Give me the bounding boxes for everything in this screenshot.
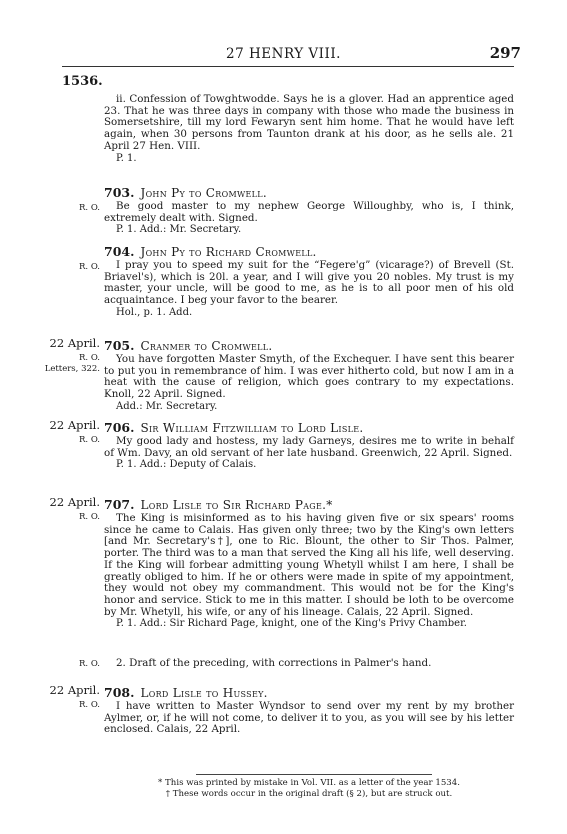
running-head [0,44,567,64]
entry-body: The King is misinformed as to his having given five or six spears' rooms since he came to Calais. Has given only three; two by the King's own letters [and Mr. Secretary's†], one to Ric. Blount, the other to Sir Thos. Palmer, porter. The third was to a man that served the King all his life, well deserving. If the King will forbear admitting young Whetyll whilst I am here, I shall be greatly obliged to him. If he or others were made in spite of my appointment, they would not obey my commandment. This would not be for the King's honor and service. Stick to me in this matter. I should be loth to be overcome by Mr. Whetyll, his wife, or any of his lineage. Calais, 22 April. Signed. [104,512,514,618]
margin-reference: Letters, 322. [44,364,100,374]
entry-number: 704. [104,244,135,259]
page-number: 297 [489,44,521,62]
running-title: 27 HENRY VIII. [226,46,341,62]
entry-title: John Py to Richard Cromwell. [140,245,317,259]
year-marker: 1536. [62,74,103,89]
entry-body: I have written to Master Wyndsor to send over my rent by my brother Aylmer, or, if he will not come, to deliver it to you, as you will see by his letter enclosed. Calais, 22 April. [104,700,514,736]
margin-date: 22 April. [49,418,100,432]
margin-date: 22 April. [49,683,100,697]
draft-note [104,658,514,670]
entry-meta: Hol., p. 1. Add. [116,306,193,318]
entry-number: 708. [104,685,135,700]
entry-title: Lord Lisle to Hussey. [140,686,268,700]
margin-source: R. O. [79,353,100,363]
entry-meta: P. 1. Add.: Deputy of Calais. [116,459,257,471]
margin-source: R. O. [79,203,100,213]
entry-text [104,354,514,413]
entry-meta: P. 1. Add.: Sir Richard Page, knight, one of the King's Privy Chamber. [116,618,467,630]
entry-title: John Py to Cromwell. [140,186,267,200]
entry-number: 707. [104,497,135,512]
margin-source: R. O. [79,700,100,710]
entry-meta: Add.: Mr. Secretary. [116,400,218,412]
footnote-rule [196,774,432,775]
entry-text [104,201,514,236]
entry-text [104,436,514,471]
entry-meta: P. 1. Add.: Mr. Secretary. [116,224,242,236]
margin-source: R. O. [79,512,100,522]
entry-heading [104,497,333,512]
footnote-2: † These words occur in the original draft (§ 2), but are struck out. [165,789,453,799]
entry-title: Cranmer to Cromwell. [140,339,273,353]
entry-body: You have forgotten Master Smyth, of the Exchequer. I have sent this bearer to put you in remembrance of him. I was ever hitherto cold, but now I am in a heat with the cause of religion, which goes contrary to my expectations. Knoll, 22 April. Signed. [104,353,514,401]
continuation-meta: P. 1. [116,152,137,164]
continuation-text [104,94,514,164]
entry-title: Lord Lisle to Sir Richard Page.* [140,498,333,512]
entry-heading [104,185,267,200]
margin-date: 22 April. [49,495,100,509]
entry-body: My good lady and hostess, my lady Garneys, desires me to write in behalf of Wm. Davy, an old servant of her late husband. Greenwich, 22 April. Signed. [104,435,514,459]
footnote-1: * This was printed by mistake in Vol. VII. as a letter of the year 1534. [158,778,460,788]
continuation-paragraph: ii. Confession of Towghtwodde. Says he is a glover. Had an apprentice aged 23. That he was three days in company with those who made the business in Somersetshire, till my lord Fewaryn sent him home. That he would have left again, when 30 persons from Taunton drank at his door, as he sells ale. 21 April 27 Hen. VIII. [104,93,514,152]
margin-date: 22 April. [49,336,100,350]
entry-body: Be good master to my nephew George Willoughby, who is, I think, extremely dealt with. Signed. [104,200,514,224]
entry-text [104,513,514,630]
entry-heading [104,338,272,353]
entry-body: I pray you to speed my suit for the “Fegere'g” (vicarage?) of Brevell (St. Briavel's), which is 20l. a year, and I will give you 20 nobles. My trust is my master, your uncle, will be good to me, as he is to all poor men of his old acquaintance. I beg your favor to the bearer. [104,259,514,307]
margin-source: R. O. [79,262,100,272]
entry-title: Sir William Fitzwilliam to Lord Lisle. [140,421,364,435]
margin-source-draft: R. O. [79,659,100,669]
draft-text: 2. Draft of the preceding, with corrections in Palmer's hand. [116,657,432,669]
entry-heading [104,420,364,435]
entry-text [104,701,514,736]
margin-source: R. O. [79,435,100,445]
entry-number: 705. [104,338,135,353]
entry-heading [104,244,317,259]
entry-heading [104,685,268,700]
header-rule [62,66,514,67]
entry-number: 703. [104,185,135,200]
entry-number: 706. [104,420,135,435]
entry-text [104,260,514,319]
